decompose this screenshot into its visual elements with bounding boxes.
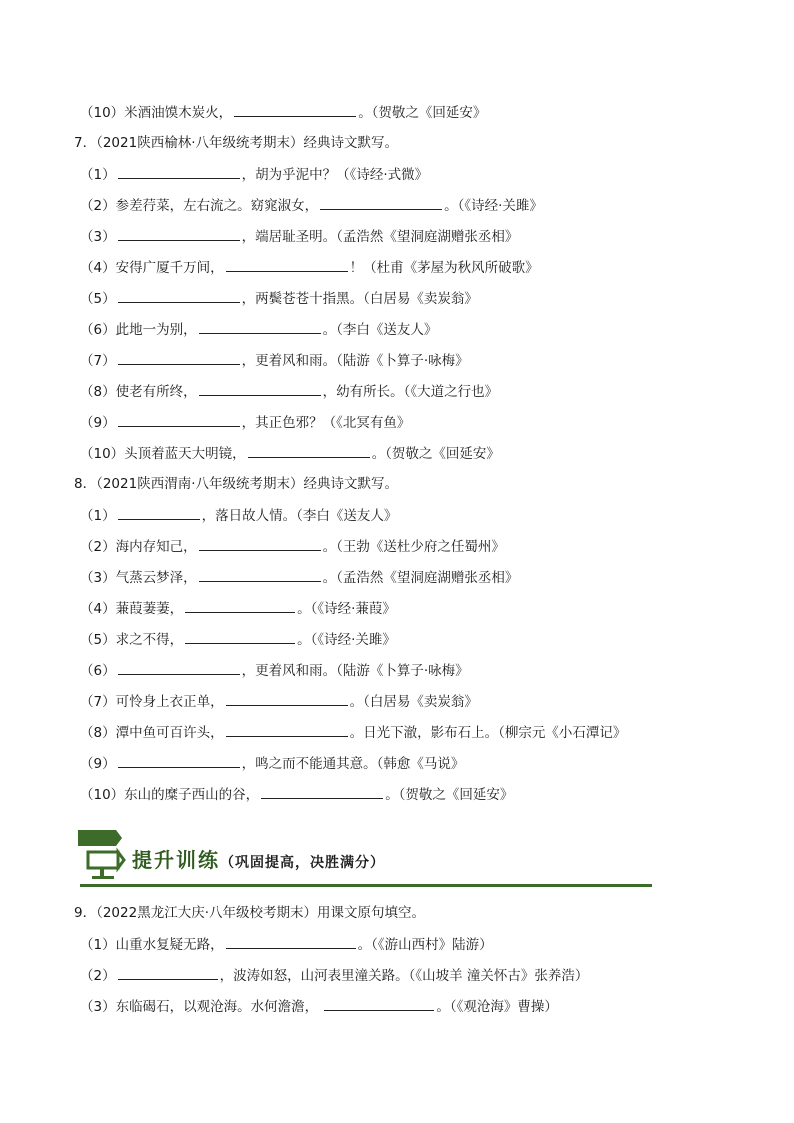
item-source: ，鸣之而不能通其意。（韩愈《马说》 [241, 756, 465, 772]
answer-blank[interactable] [324, 996, 434, 1011]
answer-blank[interactable] [261, 784, 383, 799]
signpost-icon [74, 824, 126, 882]
fill-in-item [80, 660, 469, 681]
question-heading [74, 133, 398, 153]
fill-in-item [80, 598, 396, 619]
item-prompt: （6） [80, 663, 116, 679]
answer-blank[interactable] [118, 753, 240, 768]
fill-in-item [80, 505, 397, 526]
item-prompt: （1） [80, 167, 116, 183]
item-source: 。（贺敬之《回延安》 [385, 787, 514, 803]
section-title [132, 844, 385, 873]
item-source: 。（贺敬之《回延安》 [371, 446, 500, 462]
item-source: ，落日故人情。（李白《送友人》 [201, 508, 398, 524]
item-source: ，胡为乎泥中？（《诗经·式微》 [241, 167, 429, 183]
fill-in-item [80, 288, 478, 309]
item-source: ，更着风和雨。（陆游《卜算子·咏梅》 [241, 353, 469, 369]
item-prompt: （2） [80, 968, 116, 984]
question-heading-text: 8．（2021陕西渭南·八年级统考期末）经典诗文默写。 [74, 476, 398, 492]
item-source: 。（《观沧海》曹操） [436, 999, 558, 1015]
item-source: 。（贺敬之《回延安》 [358, 105, 487, 121]
answer-blank[interactable] [226, 934, 356, 949]
fill-in-item [80, 164, 428, 185]
item-source: 。（孟浩然《望洞庭湖赠张丞相》 [322, 570, 519, 586]
answer-blank[interactable] [226, 722, 348, 737]
item-prompt: （5）求之不得， [80, 632, 184, 648]
fill-in-item [80, 996, 558, 1017]
fill-in-item [80, 934, 493, 955]
item-prompt: （10）米酒油馍木炭火， [80, 105, 233, 121]
item-source: 。（《诗经·蒹葭》 [297, 601, 396, 617]
item-source: 。（《诗经·关雎》 [444, 198, 543, 214]
item-prompt: （4）安得广厦千万间， [80, 260, 224, 276]
item-source: ，更着风和雨。（陆游《卜算子·咏梅》 [241, 663, 469, 679]
answer-blank[interactable] [118, 226, 240, 241]
fill-in-item [80, 753, 464, 774]
item-prompt: （4）蒹葭萋萋， [80, 601, 184, 617]
answer-blank[interactable] [118, 505, 200, 520]
answer-blank[interactable] [185, 629, 295, 644]
item-prompt: （10）头顶着蓝天大明镜， [80, 446, 246, 462]
question-heading [74, 474, 398, 494]
item-prompt: （7） [80, 353, 116, 369]
item-prompt: （10）东山的糜子西山的谷， [80, 787, 260, 803]
question-heading [74, 903, 425, 923]
item-prompt: （1） [80, 508, 116, 524]
answer-blank[interactable] [185, 598, 295, 613]
answer-blank[interactable] [118, 288, 240, 303]
item-prompt: （5） [80, 291, 116, 307]
section-banner [74, 824, 652, 888]
answer-blank[interactable] [226, 257, 348, 272]
item-prompt: （3）东临碣石，以观沧海。水何澹澹， [80, 999, 323, 1015]
fill-in-item [80, 722, 626, 743]
question-heading-text: 7．（2021陕西榆林·八年级统考期末）经典诗文默写。 [74, 135, 398, 151]
question-heading-text: 9．（2022黑龙江大庆·八年级校考期末）用课文原句填空。 [74, 905, 425, 921]
fill-in-item [80, 536, 505, 557]
fill-in-item [80, 691, 478, 712]
item-prompt: （1）山重水复疑无路， [80, 937, 224, 953]
answer-blank[interactable] [118, 412, 240, 427]
item-source: 。日光下澈，影布石上。（柳宗元《小石潭记》 [349, 725, 627, 741]
fill-in-item [80, 784, 513, 805]
fill-in-item [80, 567, 518, 588]
item-source: 。（《游山西村》陆游） [357, 937, 493, 953]
answer-blank[interactable] [118, 350, 240, 365]
answer-blank[interactable] [199, 381, 321, 396]
item-prompt: （2）海内存知己， [80, 539, 197, 555]
item-prompt: （3） [80, 229, 116, 245]
section-title-text: 提升训练 [132, 848, 220, 872]
item-source: ，幼有所长。（《大道之行也》 [322, 384, 499, 400]
item-prompt: （8）潭中鱼可百许头， [80, 725, 224, 741]
section-divider [80, 884, 652, 887]
fill-in-item [80, 629, 396, 650]
item-source: ，端居耻圣明。（孟浩然《望洞庭湖赠张丞相》 [241, 229, 519, 245]
fill-in-item [80, 195, 543, 216]
item-prompt: （6）此地一为别， [80, 322, 197, 338]
item-source: ，两鬓苍苍十指黑。（白居易《卖炭翁》 [241, 291, 478, 307]
fill-in-item [80, 257, 539, 278]
answer-blank[interactable] [199, 567, 321, 582]
answer-blank[interactable] [199, 536, 321, 551]
answer-blank[interactable] [118, 660, 240, 675]
item-source: 。（王勃《送杜少府之任蜀州》 [322, 539, 505, 555]
answer-blank[interactable] [118, 164, 240, 179]
fill-in-item [80, 350, 469, 371]
item-prompt: （3）气蒸云梦泽， [80, 570, 197, 586]
item-prompt: （9） [80, 415, 116, 431]
answer-blank[interactable] [226, 691, 348, 706]
answer-blank[interactable] [199, 319, 321, 334]
item-source: 。（《诗经·关雎》 [297, 632, 396, 648]
answer-blank[interactable] [248, 443, 370, 458]
fill-in-item [80, 965, 588, 986]
item-prompt: （8）使老有所终， [80, 384, 197, 400]
item-source: 。（白居易《卖炭翁》 [349, 694, 478, 710]
fill-in-item [80, 226, 518, 247]
answer-blank[interactable] [234, 102, 356, 117]
answer-blank[interactable] [320, 195, 442, 210]
fill-in-item [80, 412, 410, 433]
section-subtitle: （巩固提高，决胜满分） [220, 855, 385, 871]
item-prompt: （9） [80, 756, 116, 772]
item-source: ，波涛如怒，山河表里潼关路。（《山坡羊 潼关怀古》张养浩） [219, 968, 589, 984]
fill-in-item [80, 319, 437, 340]
item-prompt: （2）参差荇菜，左右流之。窈窕淑女， [80, 198, 319, 214]
fill-in-item [80, 381, 498, 402]
item-source: ！（杜甫《茅屋为秋风所破歌》 [349, 260, 539, 276]
fill-in-item [80, 102, 486, 123]
item-prompt: （7）可怜身上衣正单， [80, 694, 224, 710]
item-source: ，其正色邪？（《北冥有鱼》 [241, 415, 411, 431]
item-source: 。（李白《送友人》 [322, 322, 438, 338]
answer-blank[interactable] [118, 965, 218, 980]
fill-in-item [80, 443, 500, 464]
